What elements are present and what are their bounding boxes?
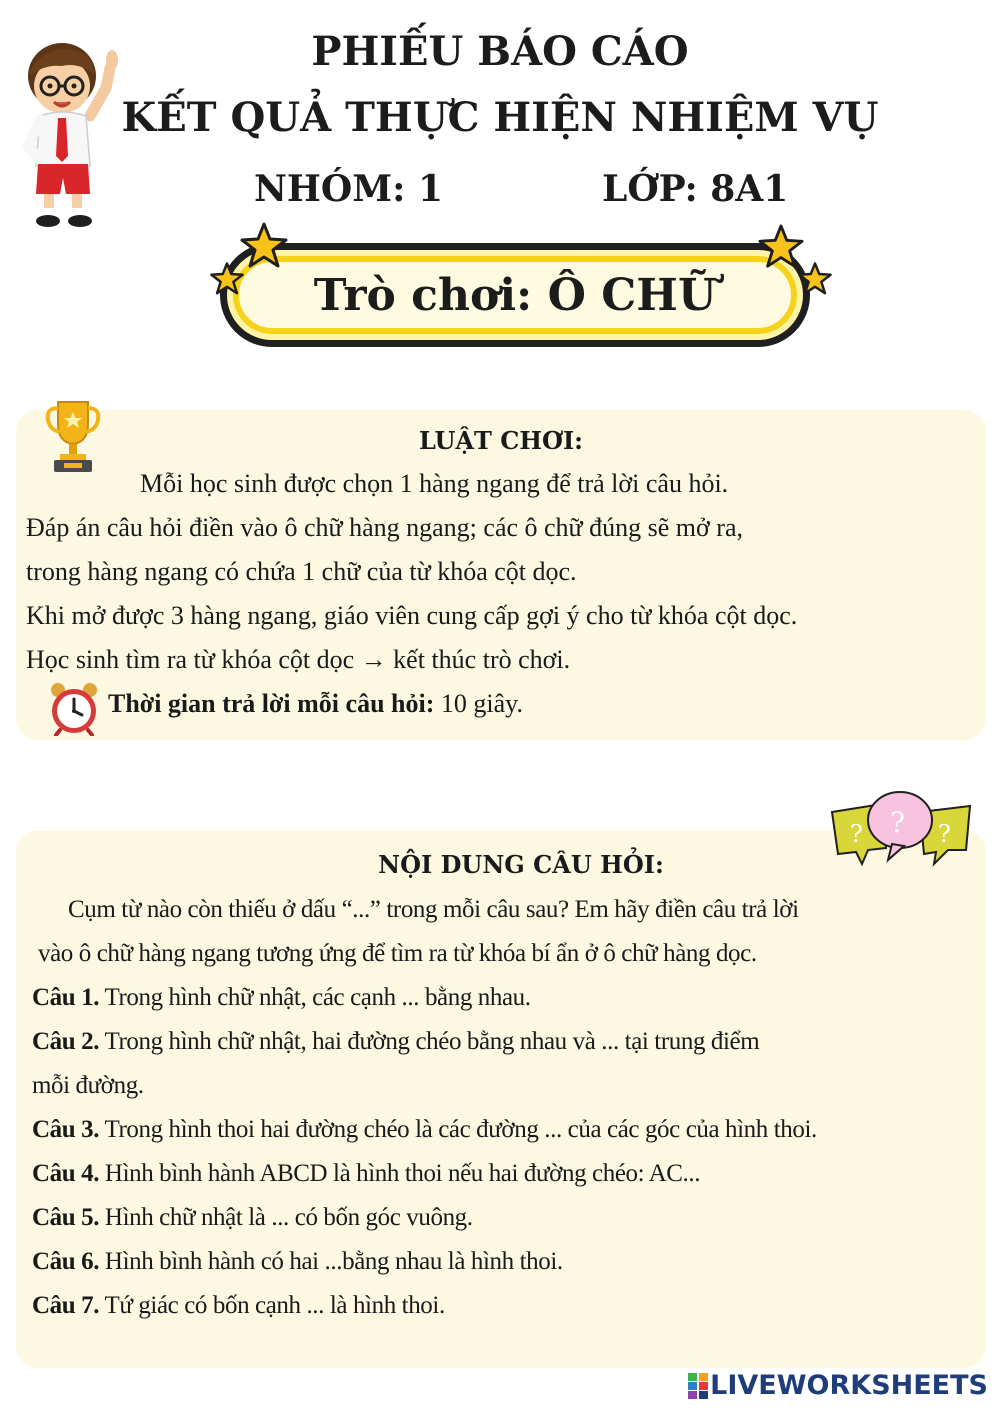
time-value: 10 giây.: [434, 689, 523, 718]
rules-line: Khi mở được 3 hàng ngang, giáo viên cung cấp gợi ý cho từ khóa cột dọc.: [26, 601, 798, 630]
star-icon: [240, 222, 288, 270]
liveworksheets-brand: [688, 1370, 988, 1401]
alarm-clock-icon: [46, 680, 102, 736]
svg-text:?: ?: [890, 806, 906, 839]
questions-intro: Cụm từ nào còn thiếu ở dấu “...” trong mỗi câu sau? Em hãy điền câu trả lời: [68, 896, 799, 923]
question-text: Hình bình hành ABCD là hình thoi nếu hai đường chéo: AC...: [99, 1160, 701, 1187]
rules-line: trong hàng ngang có chứa 1 chữ của từ khóa cột dọc.: [26, 557, 577, 586]
rules-line: Học sinh tìm ra từ khóa cột dọc → kết thúc trò chơi.: [26, 645, 571, 674]
star-icon: [210, 262, 244, 296]
rules-line: Mỗi học sinh được chọn 1 hàng ngang để trả lời câu hỏi.: [140, 469, 729, 498]
question-item: [32, 1196, 982, 1240]
title-line-2: KẾT QUẢ THỰC HIỆN NHIỆM VỤ: [121, 94, 879, 141]
question-label: Câu 6.: [32, 1248, 100, 1275]
question-item: [32, 1284, 982, 1328]
class-label: LỚP: 8A1: [602, 168, 789, 210]
question-text: mỗi đường.: [32, 1072, 144, 1099]
question-label: Câu 2.: [32, 1028, 100, 1055]
question-item: [32, 1152, 982, 1196]
question-item: [32, 1240, 982, 1284]
svg-text:?: ?: [850, 820, 863, 848]
question-label: Câu 4.: [32, 1160, 100, 1187]
questions-title: NỘI DUNG CÂU HỎI:: [378, 850, 664, 879]
question-item: [32, 1108, 982, 1152]
question-item: [32, 976, 982, 1020]
questions-text: [32, 888, 982, 1328]
game-banner: [220, 243, 810, 347]
question-text: Trong hình thoi hai đường chéo là các đường ... của các góc của hình thoi.: [99, 1116, 817, 1143]
group-label: NHÓM: 1: [254, 168, 443, 210]
question-text: Tứ giác có bốn cạnh ... là hình thoi.: [99, 1292, 445, 1319]
rules-title: LUẬT CHƠI:: [418, 426, 584, 455]
brand-text: LIVEWORKSHEETS: [710, 1370, 988, 1401]
liveworksheets-logo-icon: [688, 1373, 708, 1399]
question-text: Trong hình chữ nhật, các cạnh ... bằng nhau.: [99, 984, 531, 1011]
time-label: Thời gian trả lời mỗi câu hỏi:: [108, 689, 435, 718]
question-label: Câu 5.: [32, 1204, 100, 1231]
title-line-1: PHIẾU BÁO CÁO: [311, 28, 689, 75]
game-title: Trò chơi: Ô CHỮ: [233, 256, 797, 334]
question-label: Câu 7.: [32, 1292, 100, 1319]
time-row: [108, 682, 523, 726]
question-text: Hình chữ nhật là ... có bốn góc vuông.: [99, 1204, 473, 1231]
question-item: [32, 1064, 982, 1108]
star-icon: [798, 262, 832, 296]
question-item: [32, 1020, 982, 1064]
question-text: Hình bình hành có hai ...bằng nhau là hình thoi.: [99, 1248, 563, 1275]
svg-text:?: ?: [938, 820, 951, 848]
question-label: Câu 1.: [32, 984, 100, 1011]
question-text: Trong hình chữ nhật, hai đường chéo bằng nhau và ... tại trung điểm: [99, 1028, 760, 1055]
questions-intro: vào ô chữ hàng ngang tương ứng để tìm ra từ khóa bí ẩn ở ô chữ hàng dọc.: [38, 940, 757, 967]
rules-text: [26, 462, 797, 682]
question-label: Câu 3.: [32, 1116, 100, 1143]
rules-line: Đáp án câu hỏi điền vào ô chữ hàng ngang; các ô chữ đúng sẽ mở ra,: [26, 513, 743, 542]
